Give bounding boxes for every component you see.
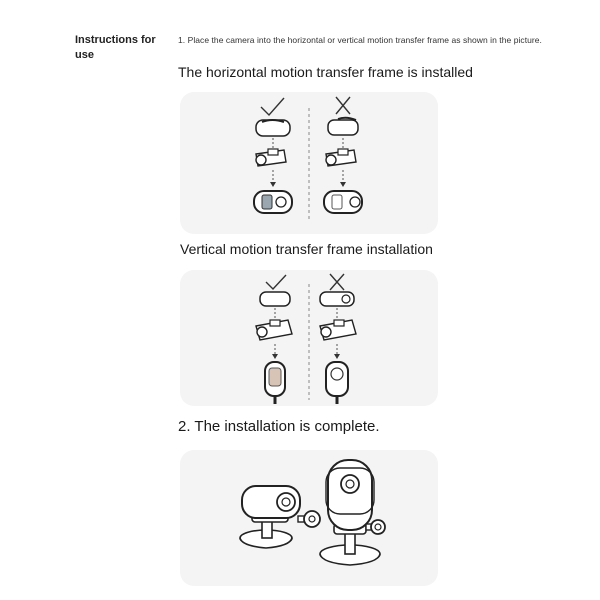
installed-illustration [180, 450, 438, 586]
camera-correct [254, 191, 292, 213]
camera-top-correct [260, 292, 290, 306]
vertical-frame-illustration [180, 270, 438, 406]
cross-icon [330, 274, 344, 290]
camera-wrong [326, 362, 348, 404]
mount-frame-wrong [320, 320, 356, 340]
camera-top-correct [256, 120, 290, 136]
instructions-label [75, 33, 156, 63]
installed-horizontal-camera [240, 486, 320, 548]
mount-frame-correct [256, 320, 292, 340]
step2-instruction: 2. The installation is complete. [178, 418, 380, 435]
instructions-label-line2: use [75, 49, 94, 61]
camera-wrong [324, 191, 362, 213]
installed-vertical-camera [320, 460, 385, 565]
horizontal-frame-illustration [180, 92, 438, 234]
camera-top-wrong [328, 118, 358, 135]
camera-correct [265, 362, 285, 404]
checkmark-icon [261, 98, 284, 115]
vertical-frame-title: Vertical motion transfer frame installation [180, 241, 433, 257]
instructions-label-line1: Instructions for [75, 34, 156, 46]
camera-top-wrong [320, 292, 354, 306]
step1-instruction: 1. Place the camera into the horizontal or vertical motion transfer frame as shown in the picture. [178, 35, 542, 45]
cross-icon [336, 97, 350, 114]
checkmark-icon [266, 275, 286, 289]
mount-frame-wrong [326, 149, 356, 166]
mount-frame-correct [256, 149, 286, 166]
horizontal-frame-title: The horizontal motion transfer frame is installed [178, 64, 473, 80]
